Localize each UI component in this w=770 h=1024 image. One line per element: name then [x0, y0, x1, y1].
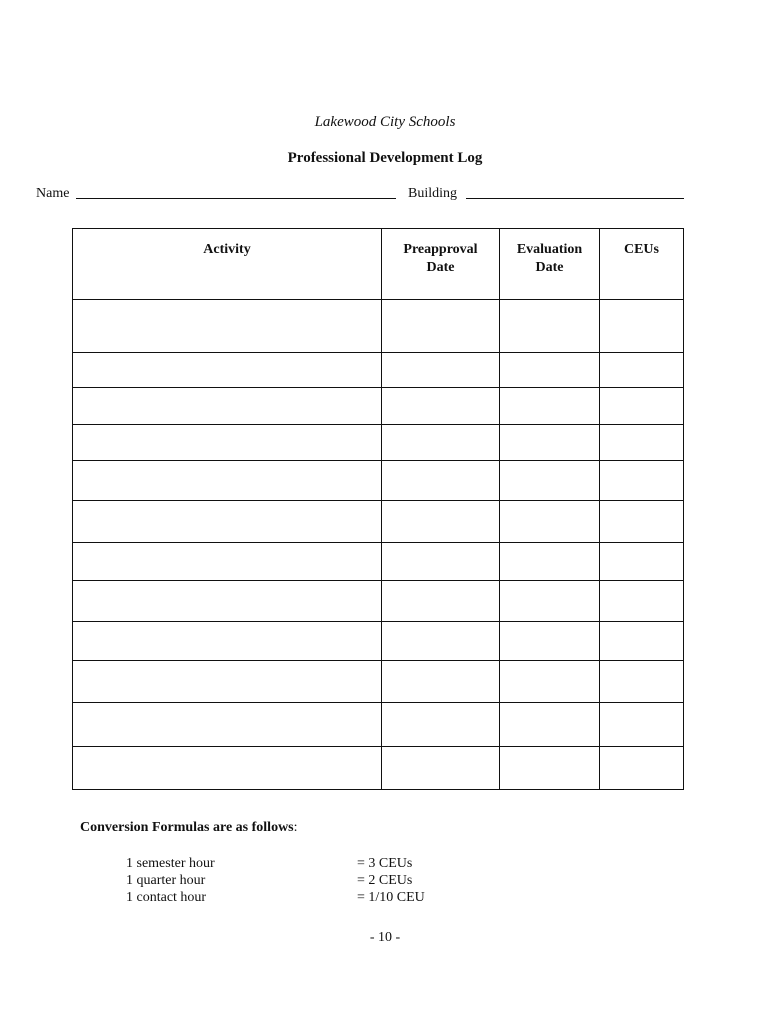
table-cell[interactable] [73, 353, 382, 388]
table-row [73, 388, 684, 425]
table-row [73, 425, 684, 461]
table-cell[interactable] [500, 388, 600, 425]
name-label: Name [36, 186, 70, 201]
table-cell[interactable] [382, 581, 500, 622]
table-cell[interactable] [500, 543, 600, 581]
table-row [73, 300, 684, 353]
name-building-row [0, 184, 770, 208]
table-cell[interactable] [382, 300, 500, 353]
table-cell[interactable] [73, 747, 382, 790]
formula-unit: 1 semester hour [126, 856, 215, 871]
page-number: - 10 - [369, 930, 401, 945]
table-row [73, 703, 684, 747]
formula-equals: = 2 CEUs [357, 873, 413, 888]
table-row [73, 581, 684, 622]
table-cell[interactable] [73, 461, 382, 501]
table-cell[interactable] [382, 388, 500, 425]
formula-equals: = 1/10 CEU [357, 890, 425, 905]
table-cell[interactable] [600, 461, 684, 501]
table-cell[interactable] [600, 543, 684, 581]
conversion-heading [80, 820, 298, 836]
form-title: Professional Development Log [287, 150, 483, 166]
table-cell[interactable] [73, 622, 382, 661]
column-header-line: Evaluation [516, 242, 583, 257]
conversion-heading-text: Conversion Formulas are as follows [80, 820, 294, 835]
table-cell[interactable] [382, 703, 500, 747]
formula-unit: 1 quarter hour [126, 873, 206, 888]
table-cell[interactable] [600, 661, 684, 703]
table-cell[interactable] [500, 661, 600, 703]
table-cell[interactable] [382, 353, 500, 388]
table-cell[interactable] [600, 581, 684, 622]
column-header-line: Date [535, 260, 564, 275]
table-cell[interactable] [382, 661, 500, 703]
table-body [73, 300, 684, 790]
table-cell[interactable] [382, 501, 500, 543]
table-cell[interactable] [600, 747, 684, 790]
activity-log-table [72, 228, 684, 790]
table-cell[interactable] [382, 747, 500, 790]
table-cell[interactable] [73, 501, 382, 543]
column-header-preapproval-date [382, 229, 500, 300]
table-cell[interactable] [382, 622, 500, 661]
formula-equals: = 3 CEUs [357, 856, 413, 871]
table-row [73, 461, 684, 501]
name-field[interactable] [76, 198, 396, 199]
formula-unit: 1 contact hour [126, 890, 207, 905]
building-label: Building [408, 186, 458, 201]
table-cell[interactable] [73, 581, 382, 622]
column-header-activity [73, 229, 382, 300]
building-field[interactable] [466, 198, 684, 199]
table-cell[interactable] [600, 425, 684, 461]
table-cell[interactable] [73, 300, 382, 353]
table-row [73, 501, 684, 543]
table-cell[interactable] [600, 353, 684, 388]
table-cell[interactable] [500, 747, 600, 790]
table-cell[interactable] [600, 622, 684, 661]
table-cell[interactable] [500, 461, 600, 501]
table-cell[interactable] [600, 300, 684, 353]
table-row [73, 543, 684, 581]
table-cell[interactable] [73, 388, 382, 425]
table-cell[interactable] [500, 581, 600, 622]
table-row [73, 747, 684, 790]
table-cell[interactable] [73, 425, 382, 461]
table-cell[interactable] [500, 501, 600, 543]
column-header-evaluation-date [500, 229, 600, 300]
column-header-line: CEUs [623, 242, 659, 257]
table-cell[interactable] [73, 543, 382, 581]
table-row [73, 622, 684, 661]
table-cell[interactable] [600, 501, 684, 543]
column-header-line: Preapproval [403, 242, 478, 257]
table-cell[interactable] [382, 425, 500, 461]
conversion-heading-colon: : [293, 820, 298, 835]
table-cell[interactable] [382, 543, 500, 581]
table-cell[interactable] [500, 300, 600, 353]
table-cell[interactable] [500, 425, 600, 461]
table-cell[interactable] [600, 703, 684, 747]
column-header-ceus [600, 229, 684, 300]
table-cell[interactable] [500, 622, 600, 661]
table-cell[interactable] [500, 353, 600, 388]
table-cell[interactable] [382, 461, 500, 501]
table-row [73, 661, 684, 703]
column-header-line: Date [426, 260, 455, 275]
table-row [73, 353, 684, 388]
table-cell[interactable] [73, 703, 382, 747]
table-cell[interactable] [600, 388, 684, 425]
school-name: Lakewood City Schools [314, 114, 456, 130]
table-cell[interactable] [73, 661, 382, 703]
column-header-line: Activity [203, 242, 251, 257]
table-header-row [73, 229, 684, 300]
table-cell[interactable] [500, 703, 600, 747]
